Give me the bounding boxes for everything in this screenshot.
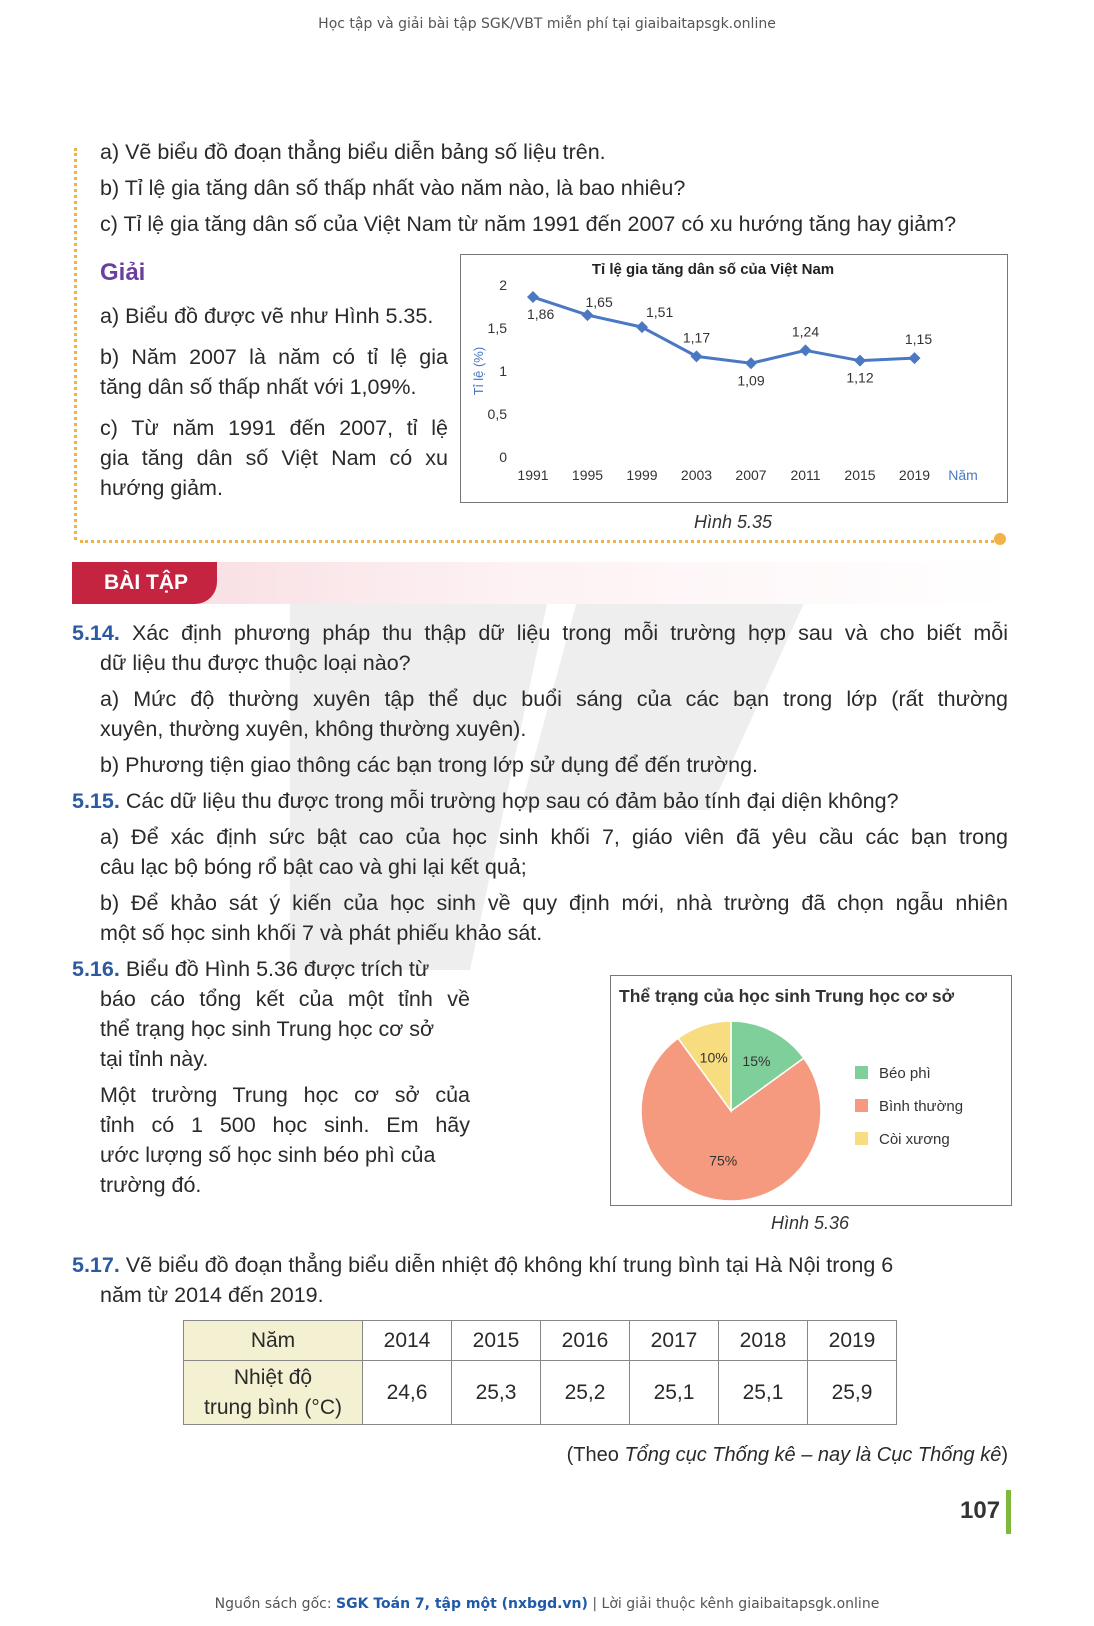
- table-year-2018: 2018: [719, 1321, 808, 1361]
- intro-question-b: b) Tỉ lệ gia tăng dân số thấp nhất vào năm nào, là bao nhiêu?: [100, 176, 686, 200]
- line-chart-ytick: 1,5: [487, 320, 507, 336]
- pie-legend-swatch: [855, 1099, 868, 1112]
- line-chart-xtick: 1995: [571, 467, 604, 483]
- line-chart-point: [636, 321, 648, 333]
- line-chart-ytick: 1: [499, 363, 507, 379]
- line-chart-xtick: 2015: [844, 467, 876, 483]
- line-chart-point: [527, 291, 539, 303]
- example-frame-dot: [994, 533, 1006, 545]
- table-temp-2016: 25,2: [541, 1361, 630, 1425]
- pie-chart: [611, 976, 1011, 1205]
- pie-legend-swatch: [855, 1066, 868, 1079]
- ex-516-line4: tại tỉnh này.: [100, 1047, 209, 1071]
- section-tab-bai-tap: BÀI TẬP: [72, 562, 217, 604]
- line-chart-value-label: 1,65: [585, 294, 613, 311]
- table-header-temp-line1: Nhiệt độ: [233, 1365, 313, 1389]
- table-year-2014: 2014: [363, 1321, 452, 1361]
- line-chart-xtick: 2007: [735, 467, 767, 483]
- line-chart-value-label: 1,12: [846, 369, 874, 386]
- table-header-year: Năm: [184, 1321, 363, 1361]
- line-chart-point: [854, 355, 866, 367]
- solution-b-line1: b) Năm 2007 là năm có tỉ lệ gia: [100, 345, 448, 369]
- ex-517-text: Vẽ biểu đồ đoạn thẳng biểu diễn nhiệt độ không khí trung bình tại Hà Nội trong 6: [125, 1253, 894, 1277]
- source-note-italic: Tổng cục Thống kê – nay là Cục Thống kê: [624, 1444, 1002, 1466]
- temperature-table: [183, 1320, 897, 1425]
- line-chart-value-label: 1,17: [682, 329, 711, 346]
- table-temp-2019: 25,9: [808, 1361, 897, 1425]
- line-chart: [461, 255, 1007, 502]
- ex-514-text: Xác định phương pháp thu thập dữ liệu trong mỗi trường hợp sau và cho biết mỗi: [131, 621, 1008, 645]
- solution-c-line3: hướng giảm.: [100, 476, 223, 500]
- line-chart-ytick: 2: [499, 277, 507, 293]
- table-temp-2018: 25,1: [719, 1361, 808, 1425]
- ex-515-a-line1: a) Để xác định sức bật cao của học sinh khối 7, giáo viên đã yêu cầu các bạn trong: [100, 825, 1008, 849]
- line-chart-title: Tỉ lệ gia tăng dân số của Việt Nam: [591, 261, 835, 278]
- ex-514-a-line2: xuyên, thường xuyên, không thường xuyên).: [100, 717, 527, 741]
- line-chart-xtick: 1991: [517, 467, 549, 483]
- ex-515-b-line1: b) Để khảo sát ý kiến của học sinh về quy định mới, nhà trường đã chọn ngẫu nhiên: [100, 891, 1008, 915]
- table-temp-2015: 25,3: [452, 1361, 541, 1425]
- ex-514-a-line1: a) Mức độ thường xuyên tập thể dục buổi sáng của các bạn trong lớp (rất thường: [100, 687, 1008, 711]
- source-note-post: ): [1001, 1444, 1008, 1466]
- pie-legend-label: Bình thường: [879, 1098, 964, 1115]
- solution-c-line1: c) Từ năm 1991 đến 2007, tỉ lệ: [100, 416, 448, 440]
- page-number-bar: [1006, 1490, 1011, 1534]
- pie-legend-label: Béo phì: [879, 1065, 931, 1082]
- line-chart-point: [582, 309, 594, 321]
- pie-chart-box: [610, 975, 1012, 1206]
- line-chart-value-label: 1,24: [791, 323, 820, 340]
- pie-chart-value-label: 75%: [709, 1152, 738, 1169]
- footer-post: | Lời giải thuộc kênh giaibaitapsgk.online: [587, 1596, 880, 1612]
- line-chart-ylabel: Tỉ lệ (%): [471, 346, 486, 396]
- footer-book-link[interactable]: SGK Toán 7, tập một (nxbgd.vn): [336, 1596, 588, 1612]
- pie-chart-title: Thể trạng của học sinh Trung học cơ sở: [619, 986, 955, 1006]
- pie-chart-value-label: 10%: [699, 1049, 728, 1066]
- line-chart-xtick: 2003: [680, 467, 713, 483]
- line-chart-xtick: 1999: [626, 467, 658, 483]
- source-note: [567, 1440, 1008, 1470]
- source-note-pre: (Theo: [566, 1444, 625, 1466]
- ex-515-line1: [72, 786, 899, 816]
- ex-517-line2: năm từ 2014 đến 2019.: [100, 1283, 324, 1307]
- line-chart-xtick: 2011: [790, 467, 821, 483]
- ex-515-b-line2: một số học sinh khối 7 và phát phiếu khảo sát.: [100, 921, 543, 945]
- ex-515-a-line2: câu lạc bộ bóng rổ bật cao và ghi lại kết quả;: [100, 855, 527, 879]
- solution-b-line2: tăng dân số thấp nhất với 1,09%.: [100, 375, 417, 399]
- table-temp-2017: 25,1: [630, 1361, 719, 1425]
- line-chart-point: [909, 352, 921, 364]
- ex-516-line7: ước lượng số học sinh béo phì của: [100, 1143, 436, 1167]
- solution-c-line2: gia tăng dân số Việt Nam có xu: [100, 446, 448, 470]
- line-chart-ytick: 0: [499, 449, 507, 465]
- table-year-2017: 2017: [630, 1321, 719, 1361]
- ex-517-line1: [72, 1250, 893, 1280]
- page-footer: [0, 1596, 1094, 1612]
- line-chart-xlabel: Năm: [948, 467, 978, 483]
- ex-516-line3: thể trạng học sinh Trung học cơ sở: [100, 1017, 435, 1041]
- figure-caption-535: Hình 5.35: [693, 512, 773, 532]
- ex-516-line2: báo cáo tổng kết của một tỉnh về: [100, 987, 470, 1011]
- ex-516-text: Biểu đồ Hình 5.36 được trích từ: [125, 957, 430, 981]
- table-header-temp: [184, 1361, 363, 1425]
- line-chart-value-label: 1,86: [527, 306, 555, 323]
- ex-516-line8: trường đó.: [100, 1173, 202, 1197]
- example-frame-left: [74, 148, 77, 540]
- ex-516-line6: tỉnh có 1 500 học sinh. Em hãy: [100, 1113, 470, 1137]
- ex-514-line2: dữ liệu thu được thuộc loại nào?: [100, 651, 411, 675]
- page-number: 107: [960, 1497, 1001, 1524]
- ex-514-line1: [72, 618, 1008, 648]
- pie-legend-label: Còi xương: [879, 1131, 950, 1148]
- example-frame-bottom: [80, 540, 1000, 543]
- line-chart-ytick: 0,5: [487, 406, 507, 422]
- solution-a: a) Biểu đồ được vẽ như Hình 5.35.: [100, 304, 434, 328]
- table-year-2016: 2016: [541, 1321, 630, 1361]
- line-chart-xtick: 2019: [898, 467, 931, 483]
- line-chart-value-label: 1,09: [737, 372, 765, 389]
- pie-legend-swatch: [855, 1132, 868, 1145]
- line-chart-value-label: 1,15: [904, 331, 933, 348]
- table-year-2015: 2015: [452, 1321, 541, 1361]
- ex-516-number: 5.16.: [72, 957, 120, 981]
- line-chart-value-label: 1,51: [646, 304, 674, 321]
- ex-514-number: 5.14.: [72, 621, 120, 645]
- ex-514-b: b) Phương tiện giao thông các bạn trong lớp sử dụng để đến trường.: [100, 753, 759, 777]
- ex-516-line1: [72, 954, 429, 984]
- ex-515-number: 5.15.: [72, 789, 120, 813]
- table-header-temp-line2: trung bình (°C): [204, 1395, 342, 1419]
- ex-516-line5: Một trường Trung học cơ sở của: [100, 1083, 470, 1107]
- ex-517-number: 5.17.: [72, 1253, 120, 1277]
- page-header: Học tập và giải bài tập SGK/VBT miễn phí tại giaibaitapsgk.online: [318, 16, 776, 32]
- ex-515-text: Các dữ liệu thu được trong mỗi trường hợp sau có đảm bảo tính đại diện không?: [125, 789, 899, 813]
- intro-question-c: c) Tỉ lệ gia tăng dân số của Việt Nam từ năm 1991 đến 2007 có xu hướng tăng hay giảm?: [100, 212, 957, 236]
- line-chart-point: [800, 344, 812, 356]
- line-chart-point: [691, 350, 703, 362]
- line-chart-box: [460, 254, 1008, 503]
- figure-caption-536: Hình 5.36: [770, 1213, 850, 1233]
- pie-chart-value-label: 15%: [742, 1053, 771, 1070]
- solution-title: Giải: [100, 259, 146, 286]
- intro-question-a: a) Vẽ biểu đồ đoạn thẳng biểu diễn bảng số liệu trên.: [100, 140, 606, 164]
- footer-pre: Nguồn sách gốc:: [214, 1596, 337, 1612]
- table-year-2019: 2019: [808, 1321, 897, 1361]
- line-chart-point: [745, 357, 757, 369]
- table-temp-2014: 24,6: [363, 1361, 452, 1425]
